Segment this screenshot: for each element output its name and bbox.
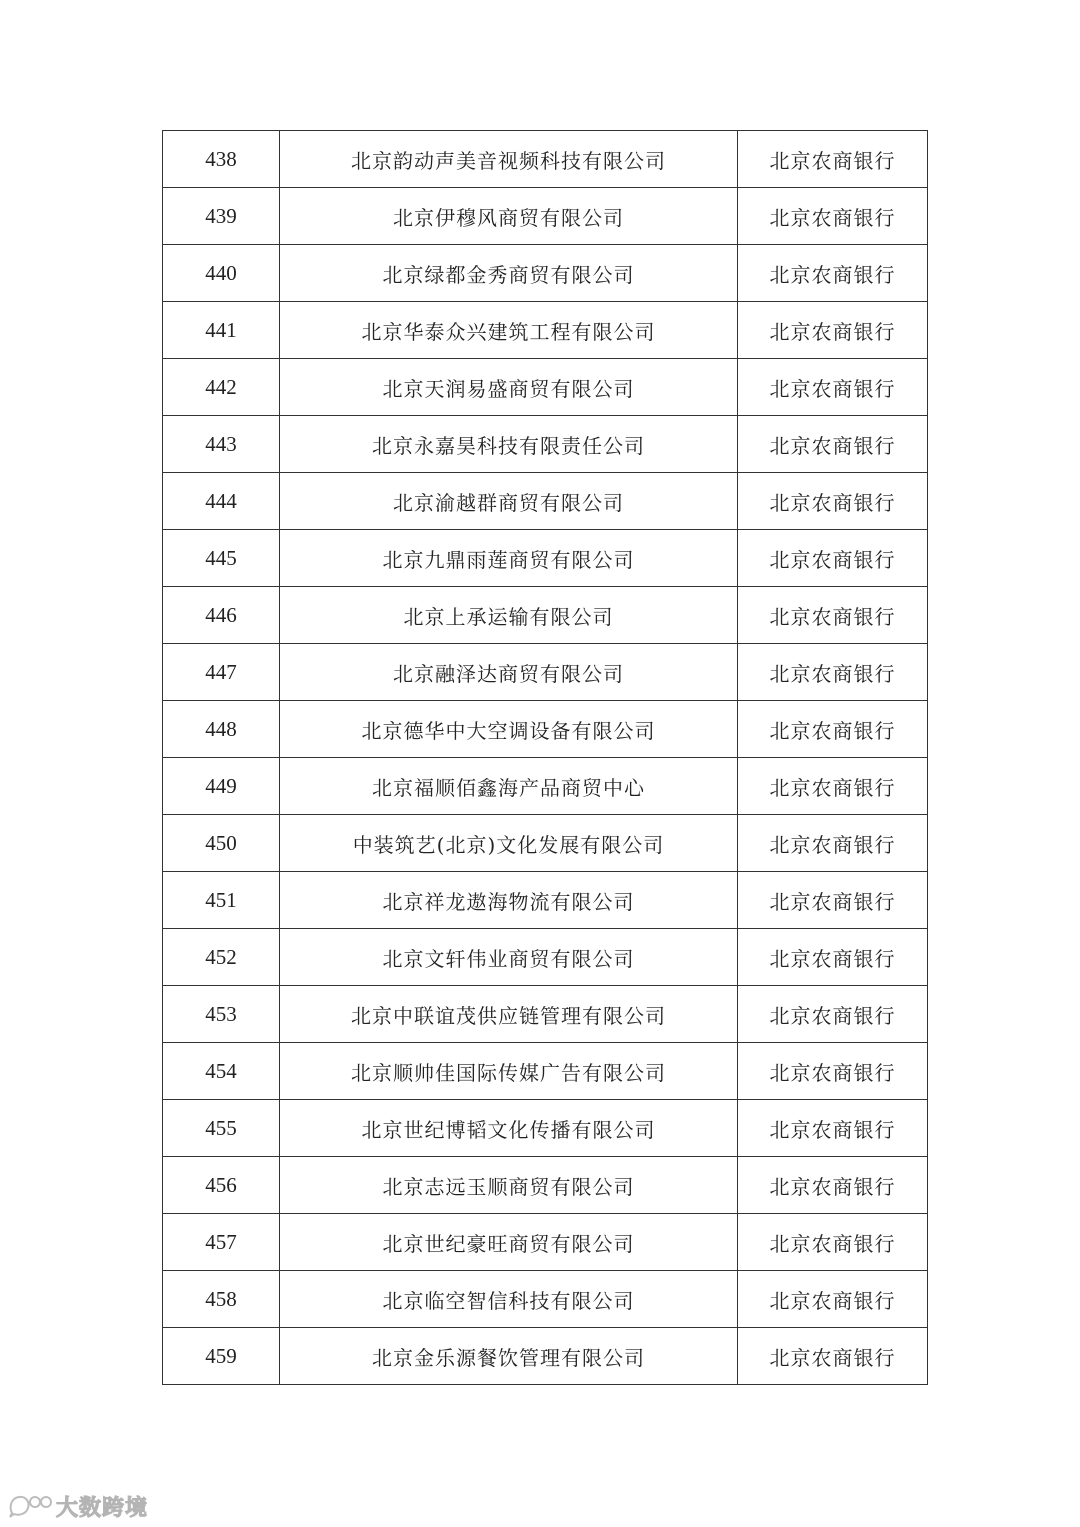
row-number-cell: 455 <box>163 1100 280 1157</box>
bank-name-cell: 北京农商银行 <box>738 815 928 872</box>
table-row <box>163 929 928 986</box>
company-table-container <box>162 130 928 1385</box>
bank-name-cell: 北京农商银行 <box>738 701 928 758</box>
company-name-cell: 中装筑艺(北京)文化发展有限公司 <box>280 815 738 872</box>
row-number-cell: 440 <box>163 245 280 302</box>
company-name-cell: 北京临空智信科技有限公司 <box>280 1271 738 1328</box>
table-row <box>163 131 928 188</box>
company-name-cell: 北京世纪豪旺商贸有限公司 <box>280 1214 738 1271</box>
row-number-cell: 444 <box>163 473 280 530</box>
bank-name-cell: 北京农商银行 <box>738 872 928 929</box>
row-number-cell: 445 <box>163 530 280 587</box>
company-name-cell: 北京德华中大空调设备有限公司 <box>280 701 738 758</box>
company-name-cell: 北京渝越群商贸有限公司 <box>280 473 738 530</box>
row-number-cell: 441 <box>163 302 280 359</box>
table-row <box>163 473 928 530</box>
row-number-cell: 457 <box>163 1214 280 1271</box>
bank-name-cell: 北京农商银行 <box>738 1043 928 1100</box>
row-number-cell: 443 <box>163 416 280 473</box>
row-number-cell: 448 <box>163 701 280 758</box>
bank-name-cell: 北京农商银行 <box>738 245 928 302</box>
table-row <box>163 530 928 587</box>
chat-bubble-logo-icon <box>8 1493 52 1519</box>
bank-name-cell: 北京农商银行 <box>738 929 928 986</box>
row-number-cell: 459 <box>163 1328 280 1385</box>
company-name-cell: 北京顺帅佳国际传媒广告有限公司 <box>280 1043 738 1100</box>
bank-name-cell: 北京农商银行 <box>738 1214 928 1271</box>
bank-name-cell: 北京农商银行 <box>738 1328 928 1385</box>
row-number-cell: 453 <box>163 986 280 1043</box>
company-name-cell: 北京世纪博韬文化传播有限公司 <box>280 1100 738 1157</box>
company-bank-table <box>162 130 928 1385</box>
company-name-cell: 北京志远玉顺商贸有限公司 <box>280 1157 738 1214</box>
company-name-cell: 北京华泰众兴建筑工程有限公司 <box>280 302 738 359</box>
table-row <box>163 1043 928 1100</box>
company-name-cell: 北京文轩伟业商贸有限公司 <box>280 929 738 986</box>
row-number-cell: 451 <box>163 872 280 929</box>
company-name-cell: 北京上承运输有限公司 <box>280 587 738 644</box>
table-row <box>163 872 928 929</box>
row-number-cell: 452 <box>163 929 280 986</box>
table-row <box>163 1328 928 1385</box>
bank-name-cell: 北京农商银行 <box>738 758 928 815</box>
row-number-cell: 442 <box>163 359 280 416</box>
table-row <box>163 245 928 302</box>
table-row <box>163 1157 928 1214</box>
row-number-cell: 458 <box>163 1271 280 1328</box>
company-name-cell: 北京九鼎雨莲商贸有限公司 <box>280 530 738 587</box>
row-number-cell: 438 <box>163 131 280 188</box>
company-name-cell: 北京永嘉昊科技有限责任公司 <box>280 416 738 473</box>
table-row <box>163 1214 928 1271</box>
bank-name-cell: 北京农商银行 <box>738 644 928 701</box>
table-row <box>163 701 928 758</box>
row-number-cell: 454 <box>163 1043 280 1100</box>
table-row <box>163 815 928 872</box>
company-name-cell: 北京天润易盛商贸有限公司 <box>280 359 738 416</box>
bank-name-cell: 北京农商银行 <box>738 416 928 473</box>
company-name-cell: 北京祥龙遨海物流有限公司 <box>280 872 738 929</box>
table-row <box>163 1271 928 1328</box>
table-row <box>163 986 928 1043</box>
table-row <box>163 758 928 815</box>
company-name-cell: 北京韵动声美音视频科技有限公司 <box>280 131 738 188</box>
table-row <box>163 416 928 473</box>
bank-name-cell: 北京农商银行 <box>738 587 928 644</box>
row-number-cell: 446 <box>163 587 280 644</box>
bank-name-cell: 北京农商银行 <box>738 359 928 416</box>
row-number-cell: 439 <box>163 188 280 245</box>
row-number-cell: 456 <box>163 1157 280 1214</box>
watermark <box>8 1491 148 1521</box>
table-body <box>163 131 928 1385</box>
table-row <box>163 188 928 245</box>
bank-name-cell: 北京农商银行 <box>738 530 928 587</box>
company-name-cell: 北京中联谊茂供应链管理有限公司 <box>280 986 738 1043</box>
row-number-cell: 450 <box>163 815 280 872</box>
bank-name-cell: 北京农商银行 <box>738 1271 928 1328</box>
table-row <box>163 359 928 416</box>
table-row <box>163 644 928 701</box>
company-name-cell: 北京绿都金秀商贸有限公司 <box>280 245 738 302</box>
watermark-text: 大数跨境 <box>56 1495 149 1521</box>
table-row <box>163 587 928 644</box>
company-name-cell: 北京福顺佰鑫海产品商贸中心 <box>280 758 738 815</box>
company-name-cell: 北京金乐源餐饮管理有限公司 <box>280 1328 738 1385</box>
table-row <box>163 302 928 359</box>
bank-name-cell: 北京农商银行 <box>738 1100 928 1157</box>
table-row <box>163 1100 928 1157</box>
bank-name-cell: 北京农商银行 <box>738 188 928 245</box>
row-number-cell: 449 <box>163 758 280 815</box>
company-name-cell: 北京融泽达商贸有限公司 <box>280 644 738 701</box>
bank-name-cell: 北京农商银行 <box>738 986 928 1043</box>
company-name-cell: 北京伊穆风商贸有限公司 <box>280 188 738 245</box>
row-number-cell: 447 <box>163 644 280 701</box>
bank-name-cell: 北京农商银行 <box>738 473 928 530</box>
bank-name-cell: 北京农商银行 <box>738 131 928 188</box>
bank-name-cell: 北京农商银行 <box>738 302 928 359</box>
bank-name-cell: 北京农商银行 <box>738 1157 928 1214</box>
